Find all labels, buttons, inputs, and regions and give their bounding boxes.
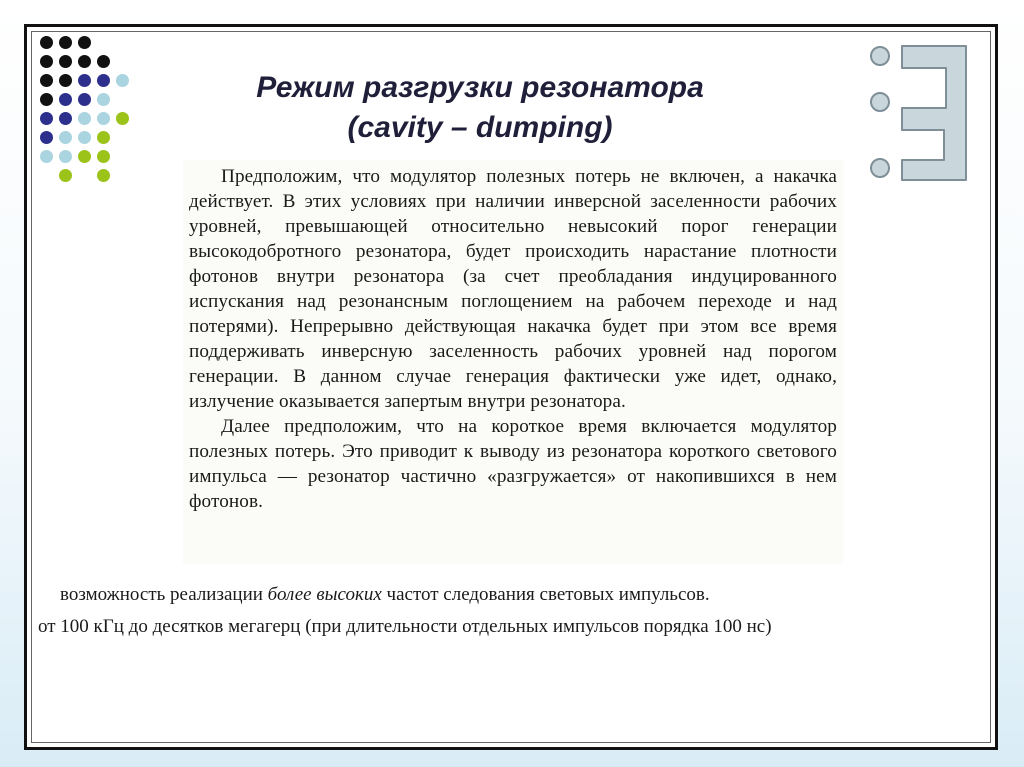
decor-dot [78, 55, 91, 68]
decor-dot [59, 150, 72, 163]
decor-dot [40, 112, 53, 125]
decor-dot [97, 169, 110, 182]
scan-paragraph-2: Далее предположим, что на короткое время включается модулятор полезных потерь. Это приводит к выводу из резонатора короткого светового импульса — резонатор частично «разгружается» от накопившихся в нем фотонов. [189, 416, 837, 512]
note-line-2: от 100 кГц до десятков мегагерц (при длительности отдельных импульсов порядка 100 нс) [38, 616, 772, 637]
slide-title-line1: Режим разгрузки резонатора [256, 71, 704, 104]
decor-dot [97, 112, 110, 125]
decor-dot [40, 55, 53, 68]
bracket-decoration [862, 38, 982, 188]
decor-dot [78, 93, 91, 106]
decor-dot [97, 131, 110, 144]
dot-grid-decoration [40, 36, 140, 186]
decor-dot [59, 74, 72, 87]
decor-dot [97, 55, 110, 68]
slide-title-line2: (cavity – dumping) [347, 111, 613, 144]
deco-circle-bottom [871, 159, 889, 177]
decor-dot [59, 112, 72, 125]
deco-circle-top [871, 47, 889, 65]
decor-dot [97, 150, 110, 163]
decor-dot [59, 55, 72, 68]
decor-dot [116, 112, 129, 125]
decor-dot [59, 93, 72, 106]
note-line-1-after: частот следования световых импульсов. [381, 584, 710, 605]
decor-dot [78, 36, 91, 49]
decor-dot [59, 36, 72, 49]
deco-bracket-shape [902, 46, 966, 180]
decor-dot [116, 74, 129, 87]
decor-dot [78, 131, 91, 144]
slide-title [180, 68, 780, 148]
note-line-1-italic: более высоких [267, 584, 382, 605]
deco-circle-middle [871, 93, 889, 111]
decor-dot [40, 36, 53, 49]
decor-dot [78, 150, 91, 163]
decor-dot [78, 74, 91, 87]
decor-dot [40, 131, 53, 144]
decor-dot [40, 93, 53, 106]
decor-dot [97, 93, 110, 106]
decor-dot [59, 131, 72, 144]
scanned-text-block [183, 160, 843, 564]
decor-dot [40, 150, 53, 163]
note-line-1-before: возможность реализации [60, 584, 268, 605]
decor-dot [97, 74, 110, 87]
decor-dot [40, 74, 53, 87]
scan-paragraph-1: Предположим, что модулятор полезных потерь не включен, а накачка действует. В этих условиях при наличии инверсной заселенности рабочих уровней, превышающей относительно невысокий порог генерации высокодобротного резонатора, будет происходить нарастание плотности фотонов внутри резонатора (за счет преобладания индуцированного испускания над резонансным поглощением на рабочем переходе и над потерями). Непрерывно действующая накачка будет при этом все время поддерживать инверсную заселенность рабочих уровней над порогом генерации. В данном случае генерация фактически уже идет, однако, излучение оказывается запертым внутри резонатора. [189, 166, 837, 412]
decor-dot [78, 112, 91, 125]
note-line-1 [60, 582, 970, 608]
decor-dot [59, 169, 72, 182]
